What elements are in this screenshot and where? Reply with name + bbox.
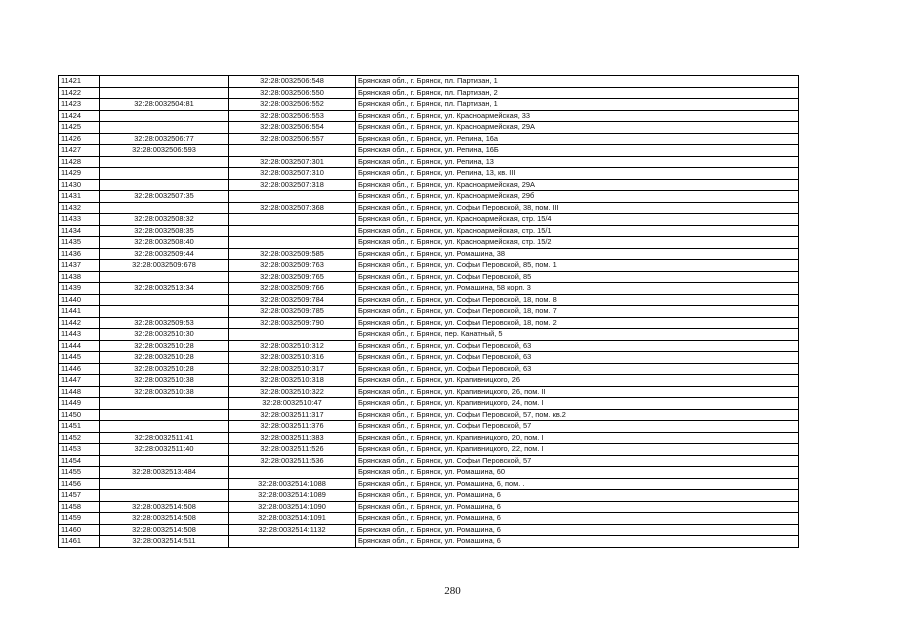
cadastral-number-cell: 32:28:0032514:508 [100, 524, 229, 536]
row-number-cell: 11437 [59, 260, 100, 272]
table-row [59, 363, 799, 375]
row-number-cell: 11427 [59, 145, 100, 157]
building-cadastral-number-cell [229, 191, 356, 203]
address-cell: Брянская обл., г. Брянск, пл. Партизан, 1 [356, 76, 799, 88]
address-cell: Брянская обл., г. Брянск, ул. Софьи Перовской, 57, пом. кв.2 [356, 409, 799, 421]
address-cell: Брянская обл., г. Брянск, ул. Репина, 16а [356, 133, 799, 145]
table-row [59, 421, 799, 433]
cadastral-number-cell [100, 421, 229, 433]
address-cell: Брянская обл., г. Брянск, пл. Партизан, 1 [356, 99, 799, 111]
table-row [59, 455, 799, 467]
cadastral-number-cell [100, 455, 229, 467]
row-number-cell: 11443 [59, 329, 100, 341]
building-cadastral-number-cell: 32:28:0032511:536 [229, 455, 356, 467]
table-row [59, 260, 799, 272]
row-number-cell: 11440 [59, 294, 100, 306]
property-register-table [58, 75, 799, 548]
table-row [59, 501, 799, 513]
row-number-cell: 11434 [59, 225, 100, 237]
cadastral-number-cell: 32:28:0032510:28 [100, 363, 229, 375]
building-cadastral-number-cell [229, 237, 356, 249]
cadastral-number-cell: 32:28:0032506:77 [100, 133, 229, 145]
cadastral-number-cell: 32:28:0032509:53 [100, 317, 229, 329]
address-cell: Брянская обл., г. Брянск, ул. Ромашина, 6, пом. . [356, 478, 799, 490]
table-row [59, 99, 799, 111]
row-number-cell: 11453 [59, 444, 100, 456]
row-number-cell: 11431 [59, 191, 100, 203]
building-cadastral-number-cell: 32:28:0032506:548 [229, 76, 356, 88]
table-row [59, 179, 799, 191]
cadastral-number-cell: 32:28:0032508:35 [100, 225, 229, 237]
row-number-cell: 11461 [59, 536, 100, 548]
building-cadastral-number-cell [229, 225, 356, 237]
address-cell: Брянская обл., г. Брянск, ул. Ромашина, 6 [356, 524, 799, 536]
row-number-cell: 11439 [59, 283, 100, 295]
table-row [59, 329, 799, 341]
cadastral-number-cell: 32:28:0032510:28 [100, 352, 229, 364]
row-number-cell: 11442 [59, 317, 100, 329]
table-row [59, 76, 799, 88]
address-cell: Брянская обл., г. Брянск, пер. Канатный, 5 [356, 329, 799, 341]
address-cell: Брянская обл., г. Брянск, ул. Красноармейская, 33 [356, 110, 799, 122]
table-row [59, 191, 799, 203]
table-row [59, 248, 799, 260]
row-number-cell: 11421 [59, 76, 100, 88]
table-row [59, 536, 799, 548]
address-cell: Брянская обл., г. Брянск, ул. Ромашина, 58 корп. 3 [356, 283, 799, 295]
building-cadastral-number-cell [229, 329, 356, 341]
table-row [59, 317, 799, 329]
row-number-cell: 11422 [59, 87, 100, 99]
address-cell: Брянская обл., г. Брянск, ул. Софьи Перовской, 18, пом. 2 [356, 317, 799, 329]
row-number-cell: 11459 [59, 513, 100, 525]
row-number-cell: 11436 [59, 248, 100, 260]
row-number-cell: 11428 [59, 156, 100, 168]
building-cadastral-number-cell: 32:28:0032506:557 [229, 133, 356, 145]
row-number-cell: 11446 [59, 363, 100, 375]
address-cell: Брянская обл., г. Брянск, ул. Красноармейская, 29б [356, 191, 799, 203]
address-cell: Брянская обл., г. Брянск, ул. Софьи Перовской, 63 [356, 352, 799, 364]
building-cadastral-number-cell: 32:28:0032511:317 [229, 409, 356, 421]
cadastral-number-cell: 32:28:0032511:41 [100, 432, 229, 444]
address-cell: Брянская обл., г. Брянск, ул. Красноармейская, стр. 15/2 [356, 237, 799, 249]
cadastral-number-cell [100, 168, 229, 180]
building-cadastral-number-cell: 32:28:0032511:526 [229, 444, 356, 456]
address-cell: Брянская обл., г. Брянск, ул. Софьи Перовской, 85 [356, 271, 799, 283]
building-cadastral-number-cell: 32:28:0032506:554 [229, 122, 356, 134]
cadastral-number-cell: 32:28:0032509:678 [100, 260, 229, 272]
table-row [59, 225, 799, 237]
address-cell: Брянская обл., г. Брянск, ул. Софьи Перовской, 63 [356, 363, 799, 375]
row-number-cell: 11456 [59, 478, 100, 490]
address-cell: Брянская обл., г. Брянск, ул. Софьи Перовской, 63 [356, 340, 799, 352]
address-cell: Брянская обл., г. Брянск, ул. Репина, 16Б [356, 145, 799, 157]
table-row [59, 122, 799, 134]
cadastral-number-cell: 32:28:0032511:40 [100, 444, 229, 456]
row-number-cell: 11457 [59, 490, 100, 502]
cadastral-number-cell: 32:28:0032504:81 [100, 99, 229, 111]
table-row [59, 524, 799, 536]
row-number-cell: 11454 [59, 455, 100, 467]
building-cadastral-number-cell: 32:28:0032509:790 [229, 317, 356, 329]
cadastral-number-cell: 32:28:0032514:511 [100, 536, 229, 548]
address-cell: Брянская обл., г. Брянск, ул. Софьи Перовской, 57 [356, 421, 799, 433]
row-number-cell: 11450 [59, 409, 100, 421]
table-body [59, 76, 799, 548]
row-number-cell: 11455 [59, 467, 100, 479]
row-number-cell: 11444 [59, 340, 100, 352]
cadastral-number-cell [100, 398, 229, 410]
address-cell: Брянская обл., г. Брянск, ул. Крапивницкого, 26 [356, 375, 799, 387]
row-number-cell: 11438 [59, 271, 100, 283]
address-cell: Брянская обл., г. Брянск, ул. Крапивницкого, 22, пом. I [356, 444, 799, 456]
row-number-cell: 11447 [59, 375, 100, 387]
building-cadastral-number-cell: 32:28:0032509:763 [229, 260, 356, 272]
building-cadastral-number-cell: 32:28:0032510:317 [229, 363, 356, 375]
table-row [59, 283, 799, 295]
cadastral-number-cell: 32:28:0032510:28 [100, 340, 229, 352]
table-row [59, 432, 799, 444]
building-cadastral-number-cell: 32:28:0032506:552 [229, 99, 356, 111]
building-cadastral-number-cell: 32:28:0032509:765 [229, 271, 356, 283]
page-number: 280 [444, 585, 461, 597]
address-cell: Брянская обл., г. Брянск, ул. Софьи Перовской, 57 [356, 455, 799, 467]
address-cell: Брянская обл., г. Брянск, ул. Крапивницкого, 26, пом. II [356, 386, 799, 398]
cadastral-number-cell [100, 271, 229, 283]
address-cell: Брянская обл., г. Брянск, ул. Ромашина, 38 [356, 248, 799, 260]
building-cadastral-number-cell: 32:28:0032510:47 [229, 398, 356, 410]
address-cell: Брянская обл., г. Брянск, ул. Красноармейская, стр. 15/4 [356, 214, 799, 226]
table-row [59, 409, 799, 421]
cadastral-number-cell: 32:28:0032514:508 [100, 501, 229, 513]
cadastral-number-cell [100, 306, 229, 318]
building-cadastral-number-cell [229, 145, 356, 157]
row-number-cell: 11441 [59, 306, 100, 318]
address-cell: Брянская обл., г. Брянск, ул. Софьи Перовской, 18, пом. 8 [356, 294, 799, 306]
table-row [59, 306, 799, 318]
building-cadastral-number-cell: 32:28:0032514:1088 [229, 478, 356, 490]
address-cell: Брянская обл., г. Брянск, ул. Софьи Перовской, 18, пом. 7 [356, 306, 799, 318]
table-row [59, 110, 799, 122]
cadastral-number-cell [100, 110, 229, 122]
building-cadastral-number-cell: 32:28:0032507:368 [229, 202, 356, 214]
row-number-cell: 11458 [59, 501, 100, 513]
cadastral-number-cell [100, 490, 229, 502]
cadastral-number-cell [100, 179, 229, 191]
building-cadastral-number-cell: 32:28:0032509:784 [229, 294, 356, 306]
cadastral-number-cell: 32:28:0032510:38 [100, 386, 229, 398]
row-number-cell: 11451 [59, 421, 100, 433]
cadastral-number-cell: 32:28:0032514:508 [100, 513, 229, 525]
address-cell: Брянская обл., г. Брянск, ул. Крапивницкого, 24, пом. I [356, 398, 799, 410]
cadastral-number-cell [100, 294, 229, 306]
row-number-cell: 11429 [59, 168, 100, 180]
row-number-cell: 11425 [59, 122, 100, 134]
table-row [59, 168, 799, 180]
table-row [59, 375, 799, 387]
row-number-cell: 11445 [59, 352, 100, 364]
address-cell: Брянская обл., г. Брянск, ул. Софьи Перовской, 85, пом. 1 [356, 260, 799, 272]
table-row [59, 478, 799, 490]
building-cadastral-number-cell: 32:28:0032514:1091 [229, 513, 356, 525]
table-row [59, 294, 799, 306]
cadastral-number-cell: 32:28:0032513:484 [100, 467, 229, 479]
table-row [59, 398, 799, 410]
building-cadastral-number-cell: 32:28:0032510:322 [229, 386, 356, 398]
cadastral-number-cell: 32:28:0032508:40 [100, 237, 229, 249]
building-cadastral-number-cell [229, 536, 356, 548]
building-cadastral-number-cell: 32:28:0032509:785 [229, 306, 356, 318]
building-cadastral-number-cell: 32:28:0032509:585 [229, 248, 356, 260]
building-cadastral-number-cell: 32:28:0032511:383 [229, 432, 356, 444]
cadastral-number-cell [100, 87, 229, 99]
building-cadastral-number-cell: 32:28:0032506:550 [229, 87, 356, 99]
table-row [59, 386, 799, 398]
row-number-cell: 11423 [59, 99, 100, 111]
row-number-cell: 11448 [59, 386, 100, 398]
row-number-cell: 11426 [59, 133, 100, 145]
row-number-cell: 11452 [59, 432, 100, 444]
cadastral-number-cell: 32:28:0032507:35 [100, 191, 229, 203]
row-number-cell: 11424 [59, 110, 100, 122]
table-row [59, 271, 799, 283]
cadastral-number-cell [100, 409, 229, 421]
table-row [59, 237, 799, 249]
building-cadastral-number-cell: 32:28:0032510:316 [229, 352, 356, 364]
cadastral-number-cell [100, 478, 229, 490]
building-cadastral-number-cell [229, 214, 356, 226]
building-cadastral-number-cell: 32:28:0032510:318 [229, 375, 356, 387]
address-cell: Брянская обл., г. Брянск, ул. Ромашина, 60 [356, 467, 799, 479]
address-cell: Брянская обл., г. Брянск, ул. Ромашина, 6 [356, 513, 799, 525]
building-cadastral-number-cell: 32:28:0032511:376 [229, 421, 356, 433]
row-number-cell: 11430 [59, 179, 100, 191]
table-row [59, 444, 799, 456]
row-number-cell: 11433 [59, 214, 100, 226]
building-cadastral-number-cell [229, 467, 356, 479]
table-row [59, 467, 799, 479]
table-row [59, 87, 799, 99]
building-cadastral-number-cell: 32:28:0032514:1090 [229, 501, 356, 513]
address-cell: Брянская обл., г. Брянск, ул. Крапивницкого, 20, пом. I [356, 432, 799, 444]
address-cell: Брянская обл., г. Брянск, ул. Красноармейская, 29А [356, 122, 799, 134]
row-number-cell: 11435 [59, 237, 100, 249]
cadastral-number-cell: 32:28:0032510:38 [100, 375, 229, 387]
table-row [59, 352, 799, 364]
cadastral-number-cell: 32:28:0032513:34 [100, 283, 229, 295]
building-cadastral-number-cell: 32:28:0032506:553 [229, 110, 356, 122]
table-row [59, 145, 799, 157]
address-cell: Брянская обл., г. Брянск, ул. Репина, 13, кв. III [356, 168, 799, 180]
row-number-cell: 11460 [59, 524, 100, 536]
cadastral-number-cell [100, 122, 229, 134]
address-cell: Брянская обл., г. Брянск, пл. Партизан, 2 [356, 87, 799, 99]
building-cadastral-number-cell: 32:28:0032510:312 [229, 340, 356, 352]
address-cell: Брянская обл., г. Брянск, ул. Ромашина, 6 [356, 501, 799, 513]
address-cell: Брянская обл., г. Брянск, ул. Красноармейская, 29А [356, 179, 799, 191]
building-cadastral-number-cell: 32:28:0032509:766 [229, 283, 356, 295]
row-number-cell: 11432 [59, 202, 100, 214]
address-cell: Брянская обл., г. Брянск, ул. Ромашина, 6 [356, 490, 799, 502]
cadastral-number-cell: 32:28:0032510:30 [100, 329, 229, 341]
cadastral-number-cell: 32:28:0032506:593 [100, 145, 229, 157]
address-cell: Брянская обл., г. Брянск, ул. Красноармейская, стр. 15/1 [356, 225, 799, 237]
cadastral-number-cell: 32:28:0032509:44 [100, 248, 229, 260]
building-cadastral-number-cell: 32:28:0032514:1132 [229, 524, 356, 536]
table-row [59, 490, 799, 502]
table-row [59, 156, 799, 168]
table-row [59, 133, 799, 145]
row-number-cell: 11449 [59, 398, 100, 410]
cadastral-number-cell [100, 76, 229, 88]
table-row [59, 214, 799, 226]
table-row [59, 513, 799, 525]
building-cadastral-number-cell: 32:28:0032507:318 [229, 179, 356, 191]
cadastral-number-cell [100, 156, 229, 168]
table-row [59, 202, 799, 214]
building-cadastral-number-cell: 32:28:0032507:310 [229, 168, 356, 180]
address-cell: Брянская обл., г. Брянск, ул. Софьи Перовской, 38, пом. III [356, 202, 799, 214]
cadastral-number-cell: 32:28:0032508:32 [100, 214, 229, 226]
cadastral-number-cell [100, 202, 229, 214]
address-cell: Брянская обл., г. Брянск, ул. Репина, 13 [356, 156, 799, 168]
table-row [59, 340, 799, 352]
address-cell: Брянская обл., г. Брянск, ул. Ромашина, 6 [356, 536, 799, 548]
building-cadastral-number-cell: 32:28:0032514:1089 [229, 490, 356, 502]
building-cadastral-number-cell: 32:28:0032507:301 [229, 156, 356, 168]
